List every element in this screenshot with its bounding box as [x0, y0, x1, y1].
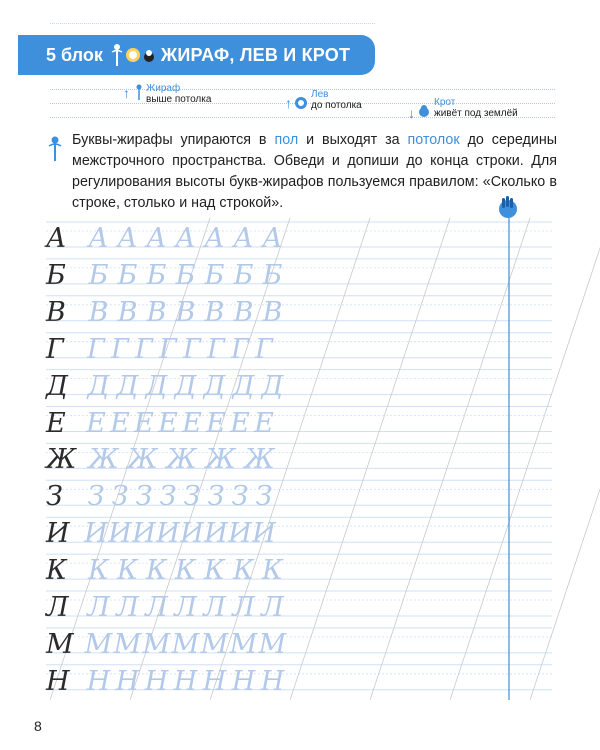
- trace-letter[interactable]: Б: [233, 259, 254, 291]
- trace-letter[interactable]: М: [142, 628, 171, 660]
- sample-letter: М: [46, 628, 74, 660]
- trace-letter[interactable]: Г: [207, 333, 225, 365]
- trace-letter[interactable]: Е: [86, 407, 106, 439]
- sample-letter: В: [46, 296, 66, 328]
- trace-letter[interactable]: Е: [182, 407, 202, 439]
- trace-letter[interactable]: Д: [261, 370, 284, 402]
- trace-letter[interactable]: А: [262, 223, 283, 254]
- trace-letter[interactable]: Л: [174, 592, 197, 623]
- trace-letter[interactable]: К: [88, 555, 109, 587]
- highlight-floor: пол: [274, 132, 299, 148]
- trace-letter[interactable]: Н: [202, 665, 227, 697]
- sample-letter: И: [46, 518, 70, 550]
- trace-letter[interactable]: В: [233, 296, 254, 328]
- legend-desc: выше потолка: [146, 94, 212, 105]
- trace-letter[interactable]: А: [175, 223, 196, 254]
- legend-desc: до потолка: [311, 100, 362, 111]
- trace-letter[interactable]: Е: [134, 407, 154, 439]
- trace-letter[interactable]: Д: [145, 370, 168, 402]
- trace-letter[interactable]: Л: [261, 592, 284, 623]
- trace-letter[interactable]: И: [180, 518, 204, 550]
- sample-letter: Ж: [46, 444, 77, 476]
- rule-text-part: до середины межстрочного пространства. Обведи и допиши до конца строки. Для регулирования высоты букв-жирафов пользуемся правилом: «Сколько в строке, столько и над строкой».: [72, 132, 557, 211]
- trace-letter[interactable]: К: [117, 555, 138, 587]
- trace-letter[interactable]: М: [84, 628, 113, 660]
- trace-letter[interactable]: Ж: [127, 444, 158, 476]
- trace-letter[interactable]: И: [204, 518, 228, 550]
- trace-letter[interactable]: Л: [203, 592, 226, 623]
- trace-letter[interactable]: К: [262, 555, 283, 587]
- highlight-ceiling: потолок: [407, 132, 460, 148]
- trace-letter[interactable]: Д: [232, 370, 255, 402]
- trace-letter[interactable]: И: [156, 518, 180, 550]
- trace-letter[interactable]: Б: [146, 259, 167, 291]
- trace-letter[interactable]: Л: [87, 592, 110, 623]
- page-number: 8: [34, 718, 42, 734]
- trace-letter[interactable]: А: [117, 223, 138, 254]
- trace-letter[interactable]: К: [204, 555, 225, 587]
- trace-letter[interactable]: Н: [86, 665, 111, 697]
- trace-letter[interactable]: Д: [87, 370, 110, 402]
- trace-letter[interactable]: Л: [145, 592, 168, 623]
- sample-letter: Н: [46, 665, 70, 697]
- trace-letter[interactable]: З: [135, 481, 153, 513]
- trace-letter[interactable]: Н: [144, 665, 169, 697]
- legend-name: Жираф: [146, 83, 181, 94]
- trace-letter[interactable]: Д: [116, 370, 139, 402]
- trace-letter[interactable]: Б: [117, 259, 138, 291]
- arrow-down-icon: ↓: [408, 105, 415, 121]
- trace-letter[interactable]: Г: [231, 333, 249, 365]
- trace-letter[interactable]: З: [231, 481, 249, 513]
- trace-letter[interactable]: М: [171, 628, 200, 660]
- sample-letter: Д: [46, 370, 68, 402]
- sample-letter: А: [46, 223, 67, 254]
- trace-letter[interactable]: В: [175, 296, 196, 328]
- trace-letter[interactable]: Б: [175, 259, 196, 291]
- trace-letter[interactable]: Ж: [205, 444, 236, 476]
- trace-letter[interactable]: Л: [232, 592, 255, 623]
- trace-letter[interactable]: З: [159, 481, 177, 513]
- rule-text-part: и выходят за: [298, 132, 408, 148]
- trace-letter[interactable]: М: [229, 628, 258, 660]
- trace-letter[interactable]: И: [108, 518, 132, 550]
- trace-letter[interactable]: Е: [254, 407, 274, 439]
- trace-letter[interactable]: З: [255, 481, 273, 513]
- trace-letter[interactable]: З: [111, 481, 129, 513]
- block-label: 5 блок: [46, 44, 103, 65]
- trace-letter[interactable]: Ж: [244, 444, 275, 476]
- trace-letter[interactable]: К: [233, 555, 254, 587]
- trace-letter[interactable]: И: [228, 518, 252, 550]
- trace-letter[interactable]: А: [146, 223, 167, 254]
- trace-letter[interactable]: Г: [159, 333, 177, 365]
- trace-letter[interactable]: А: [233, 223, 254, 254]
- trace-letter[interactable]: К: [146, 555, 167, 587]
- trace-letter[interactable]: В: [88, 296, 109, 328]
- trace-letter[interactable]: З: [183, 481, 201, 513]
- trace-letter[interactable]: В: [262, 296, 283, 328]
- trace-letter[interactable]: Г: [87, 333, 105, 365]
- trace-letter[interactable]: М: [200, 628, 229, 660]
- trace-letter[interactable]: Б: [88, 259, 109, 291]
- trace-letter[interactable]: М: [258, 628, 287, 660]
- sample-letter: К: [46, 555, 67, 587]
- trace-letter[interactable]: А: [88, 223, 109, 254]
- trace-letter[interactable]: Н: [260, 665, 285, 697]
- trace-letter[interactable]: Д: [174, 370, 197, 402]
- trace-letter[interactable]: Г: [111, 333, 129, 365]
- trace-letter[interactable]: Н: [115, 665, 140, 697]
- trace-letter[interactable]: Е: [158, 407, 178, 439]
- legend-name: Лев: [311, 89, 329, 100]
- trace-letter[interactable]: Н: [173, 665, 198, 697]
- trace-letter[interactable]: И: [84, 518, 108, 550]
- legend-name: Крот: [434, 97, 456, 108]
- trace-letter[interactable]: Е: [206, 407, 226, 439]
- sample-letter: З: [46, 481, 63, 513]
- trace-letter[interactable]: А: [204, 223, 225, 254]
- arrow-up-icon: ↑: [285, 95, 292, 111]
- trace-letter[interactable]: Л: [116, 592, 139, 623]
- trace-letter[interactable]: Г: [183, 333, 201, 365]
- rule-text-part: Буквы-жирафы упираются в: [72, 132, 275, 148]
- trace-letter[interactable]: З: [87, 481, 105, 513]
- trace-letter[interactable]: Е: [230, 407, 250, 439]
- trace-letter[interactable]: Н: [231, 665, 256, 697]
- trace-letter[interactable]: В: [146, 296, 167, 328]
- page-title: ЖИРАФ, ЛЕВ И КРОТ: [160, 44, 351, 65]
- trace-letter[interactable]: Д: [203, 370, 226, 402]
- trace-letter[interactable]: Б: [262, 259, 283, 291]
- arrow-up-icon: ↑: [123, 85, 130, 101]
- trace-letter[interactable]: И: [252, 518, 276, 550]
- trace-letter[interactable]: К: [175, 555, 196, 587]
- trace-letter[interactable]: Г: [135, 333, 153, 365]
- trace-letter[interactable]: Ж: [166, 444, 197, 476]
- trace-letter[interactable]: Г: [255, 333, 273, 365]
- trace-letter[interactable]: Ж: [88, 444, 119, 476]
- trace-letter[interactable]: М: [113, 628, 142, 660]
- sample-letter: Л: [46, 592, 69, 623]
- trace-letter[interactable]: З: [207, 481, 225, 513]
- sample-letter: Г: [46, 333, 64, 365]
- trace-letter[interactable]: В: [117, 296, 138, 328]
- trace-letter[interactable]: В: [204, 296, 225, 328]
- trace-letter[interactable]: Е: [110, 407, 130, 439]
- trace-letter[interactable]: И: [132, 518, 156, 550]
- sample-letter: Е: [46, 407, 66, 439]
- trace-letter[interactable]: Б: [204, 259, 225, 291]
- sample-letter: Б: [46, 259, 66, 291]
- legend-desc: живёт под землёй: [434, 108, 518, 119]
